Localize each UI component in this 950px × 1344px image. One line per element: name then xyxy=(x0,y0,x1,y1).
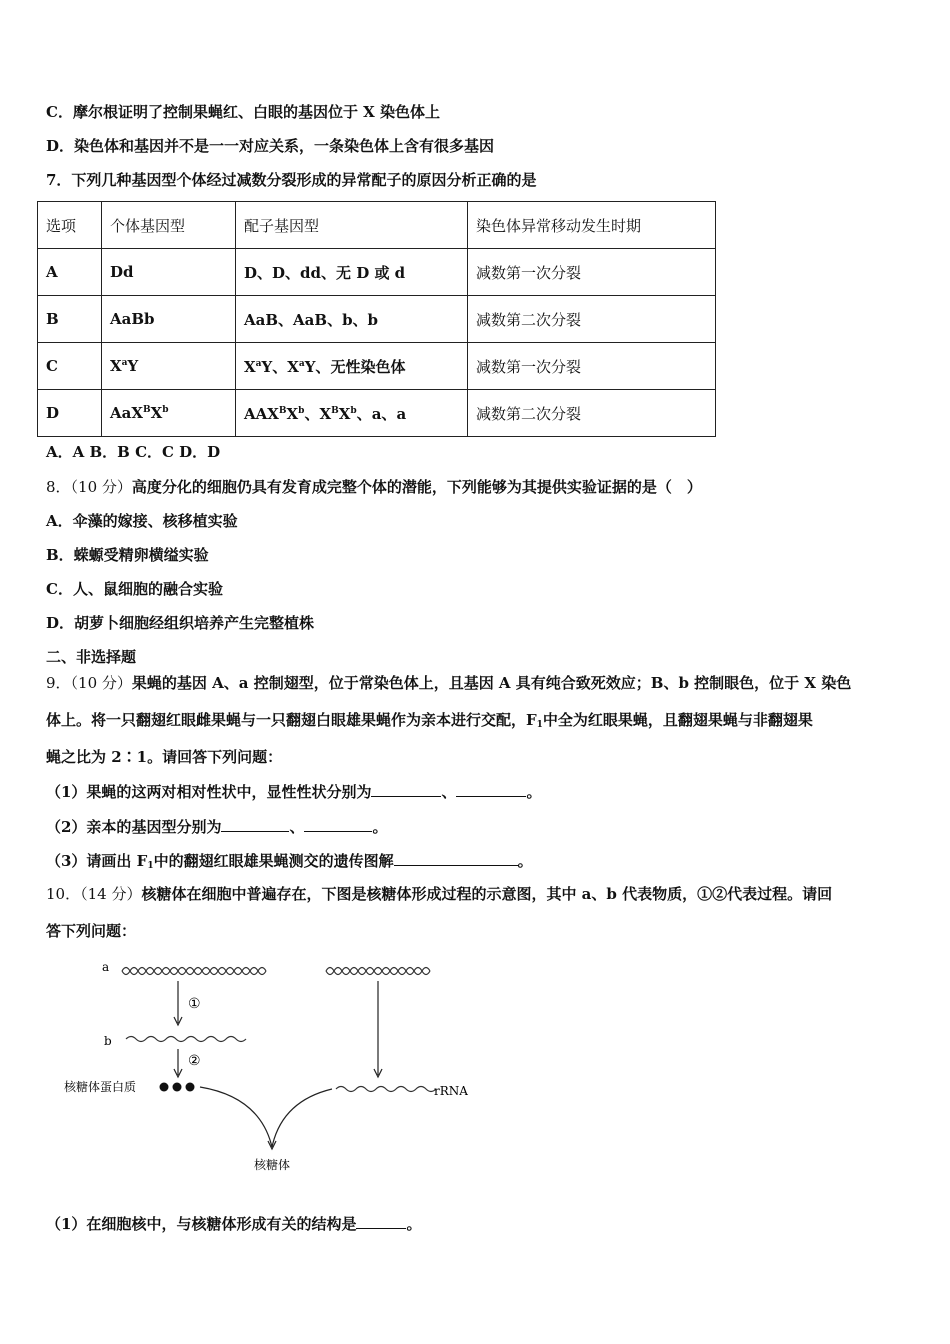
period: 。 xyxy=(517,852,533,870)
ribosome-formation-diagram xyxy=(60,955,500,1185)
dna-helix-right xyxy=(326,968,430,975)
q8-stem xyxy=(46,477,702,497)
dna-helix-left xyxy=(122,968,266,975)
table-cell: A xyxy=(38,249,102,296)
table-header-cell: 配子基因型 xyxy=(236,202,468,249)
answer-blank[interactable] xyxy=(304,817,372,832)
q7-answer-choices: A．A B．B C．C D．D xyxy=(46,443,221,461)
q8-option-b: B．蝾螈受精卵横缢实验 xyxy=(46,546,209,564)
q10-line-1 xyxy=(46,884,832,904)
mrna-strand xyxy=(126,1037,246,1042)
rrna-strand xyxy=(336,1087,436,1092)
q10-part-1 xyxy=(46,1214,421,1234)
label-a: a xyxy=(102,960,110,974)
question-number: 8．（10 分） xyxy=(46,478,132,496)
table-cell: C xyxy=(38,343,102,390)
table-cell: $AAX^BX^b$、$X^BX^b$、a、a xyxy=(236,390,468,437)
answer-blank[interactable] xyxy=(371,782,441,797)
subscript: 1 xyxy=(147,861,154,871)
period: 。 xyxy=(406,1215,422,1233)
question-number: 10．（14 分） xyxy=(46,885,142,903)
q10-part-text: （1）在细胞核中，与核糖体形成有关的结构是 xyxy=(46,1215,357,1233)
protein-dot xyxy=(173,1083,182,1092)
table-header-cell: 个体基因型 xyxy=(102,202,236,249)
ribosome-label: 核糖体 xyxy=(254,1158,291,1172)
q6-option-d: D．染色体和基因并不是一一对应关系，一条染色体上含有很多基因 xyxy=(46,137,495,155)
converge-arrow-right xyxy=(272,1089,332,1147)
q9-part-text: （1）果蝇的这两对相对性状中，显性性状分别为 xyxy=(46,783,372,801)
section-heading: 二、非选择题 xyxy=(46,648,137,666)
table-cell: AaB、AaB、b、b xyxy=(236,296,468,343)
subscript: 1 xyxy=(536,720,543,730)
q8-option-a: A．伞藻的嫁接、核移植实验 xyxy=(46,512,238,530)
separator: 、 xyxy=(289,818,305,836)
table-row xyxy=(38,296,716,343)
label-b: b xyxy=(104,1034,112,1048)
q9-part-1 xyxy=(46,782,541,802)
q9-part-text: 中的翻翅红眼雄果蝇测交的遗传图解 xyxy=(153,852,394,870)
table-cell: Dd xyxy=(102,249,236,296)
question-number: 9．（10 分） xyxy=(46,674,132,692)
answer-blank[interactable] xyxy=(456,782,526,797)
q9-text: 果蝇的基因 A、a 控制翅型，位于常染色体上，且基因 A 具有纯合致死效应；B、b 控制眼色，位于 X 染色 xyxy=(131,674,852,692)
q9-text: 中全为红眼果蝇，且翻翅果蝇与非翻翅果 xyxy=(542,711,813,729)
converge-arrow-left xyxy=(200,1087,272,1147)
q6-option-c: C．摩尔根证明了控制果蝇红、白眼的基因位于 X 染色体上 xyxy=(46,103,441,121)
q9-line-3: 蝇之比为 2∶1。请回答下列问题： xyxy=(46,748,283,766)
answer-blank[interactable] xyxy=(221,817,289,832)
q7-table xyxy=(37,201,716,437)
q9-part-2 xyxy=(46,817,387,837)
table-cell: $X^aY$ xyxy=(102,343,236,390)
table-row xyxy=(38,390,716,437)
separator: 、 xyxy=(441,783,457,801)
q9-line-1 xyxy=(46,673,851,693)
q9-part-text: （2）亲本的基因型分别为 xyxy=(46,818,222,836)
rrna-label: rRNA xyxy=(434,1084,468,1098)
step-2-label: ② xyxy=(188,1053,201,1069)
q8-option-d: D．胡萝卜细胞经组织培养产生完整植株 xyxy=(46,614,315,632)
q9-text: 体上。将一只翻翅红眼雌果蝇与一只翻翅白眼雄果蝇作为亲本进行交配，F xyxy=(46,711,537,729)
table-cell: D xyxy=(38,390,102,437)
answer-blank[interactable] xyxy=(394,851,518,866)
protein-dot xyxy=(186,1083,195,1092)
ribosomal-protein-label: 核糖体蛋白质 xyxy=(64,1080,137,1094)
q9-line-2 xyxy=(46,710,813,730)
q7-stem: 7．下列几种基因型个体经过减数分裂形成的异常配子的原因分析正确的是 xyxy=(46,171,537,189)
answer-blank[interactable] xyxy=(356,1214,406,1229)
q8-option-c: C．人、鼠细胞的融合实验 xyxy=(46,580,223,598)
table-cell: B xyxy=(38,296,102,343)
period: 。 xyxy=(372,818,388,836)
table-cell: AaBb xyxy=(102,296,236,343)
period: 。 xyxy=(526,783,542,801)
q9-part-text: （3）请画出 F xyxy=(46,852,148,870)
table-cell: 减数第二次分裂 xyxy=(468,390,716,437)
table-header-row xyxy=(38,202,716,249)
protein-dot xyxy=(160,1083,169,1092)
q8-stem-text: 高度分化的细胞仍具有发育成完整个体的潜能，下列能够为其提供实验证据的是（ ） xyxy=(131,478,702,496)
table-cell: $X^aY$、$X^aY$、无性染色体 xyxy=(236,343,468,390)
step-1-label: ① xyxy=(188,996,201,1012)
table-cell: 减数第一次分裂 xyxy=(468,343,716,390)
table-header-cell: 染色体异常移动发生时期 xyxy=(468,202,716,249)
table-row xyxy=(38,249,716,296)
q10-text: 核糖体在细胞中普遍存在，下图是核糖体形成过程的示意图，其中 a、b 代表物质，①②代表过程。请回 xyxy=(141,885,833,903)
table-row xyxy=(38,343,716,390)
table-cell: $AaX^BX^b$ xyxy=(102,390,236,437)
table-cell: 减数第二次分裂 xyxy=(468,296,716,343)
q10-line-2: 答下列问题： xyxy=(46,922,137,940)
table-cell: D、D、dd、无 D 或 d xyxy=(236,249,468,296)
q9-part-3 xyxy=(46,851,533,871)
table-cell: 减数第一次分裂 xyxy=(468,249,716,296)
table-header-cell: 选项 xyxy=(38,202,102,249)
